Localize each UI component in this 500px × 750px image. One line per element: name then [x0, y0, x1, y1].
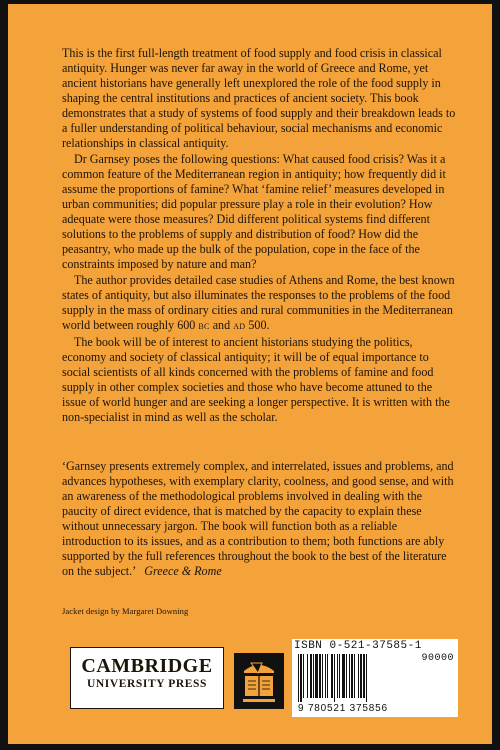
book-back-cover	[8, 4, 492, 744]
publisher-subtitle: UNIVERSITY PRESS	[86, 678, 208, 690]
blurb-paragraph-4: The book will be of interest to ancient historians studying the politics, economy and society of classical antiquity; it will be of equal importance to social scientists of all kinds concerned with the problems of famine and food supply in other complex societies and those who have become attuned to the issue of world hunger and are seeking a longer perspective. It is written with the non-specialist in mind as well as the scholar.	[62, 335, 450, 424]
barcode-icon	[296, 654, 416, 702]
review-quote	[62, 459, 458, 579]
ean-digits: 9 780521 375856	[298, 703, 388, 714]
open-book-crest-icon	[234, 653, 284, 709]
isbn-number: ISBN 0-521-37585-1	[294, 640, 422, 652]
era-ad: ad	[233, 320, 246, 332]
and-word: and	[212, 318, 231, 332]
era-bc: bc	[198, 320, 210, 332]
barcode-panel	[292, 639, 458, 717]
blurb-paragraph-3-main: The author provides detailed case studies of Athens and Rome, the best known states of antiquity, but also illuminates the responses to the problems of the food supply in the mass of ordinary cities and rural communities in the Mediterranean world between roughly 600	[62, 273, 455, 332]
blurb-paragraph-1: This is the first full-length treatment of food supply and food crisis in classical antiquity. Hunger was never far away in the world of Greece and Rome, yet ancient historians have generally left unexplored the role of the food supply in shaping the central institutions and practices of ancient society. This book demonstrates that a study of systems of food supply and their breakdown leads to a fuller understanding of political behaviour, social mechanisms and economic relationships in classical antiquity.	[62, 46, 456, 150]
publisher-logo	[70, 647, 224, 709]
blurb-text	[62, 46, 458, 426]
year-end: 500.	[248, 318, 270, 332]
price-code: 90000	[421, 653, 454, 664]
jacket-credit: Jacket design by Margaret Downing	[62, 606, 189, 616]
quote-source: Greece & Rome	[144, 564, 222, 578]
publisher-name: CAMBRIDGE	[81, 655, 213, 677]
cover-footer	[62, 639, 458, 717]
quote-text: ‘Garnsey presents extremely complex, and interrelated, issues and problems, and advances hypotheses, with exemplary clarity, coolness, and good sense, and with an awareness of the methodological problems involved in dealing with the paucity of direct evidence, that is matched by the capacity to explain these without unnecessary jargon. The book will function both as a reliable introduction to its issues, and as a contribution to them; both functions are ably supported by the full references throughout the book to the best of the literature on the subject.’	[62, 459, 454, 578]
blurb-paragraph-3	[62, 273, 458, 334]
blurb-paragraph-2: Dr Garnsey poses the following questions: What caused food crisis? Was it a common feature of the Mediterranean region in antiquity; how frequently did it assume the proportions of famine? What ‘famine relief’ measures developed in urban communities; did popular pressure play a role in their evolution? How adequate were those measures? Did different political systems find different solutions to the problems of supply and distribution of food? How did the peasantry, who made up the bulk of the population, cope in the face of the constraints imposed by nature and man?	[62, 152, 446, 271]
